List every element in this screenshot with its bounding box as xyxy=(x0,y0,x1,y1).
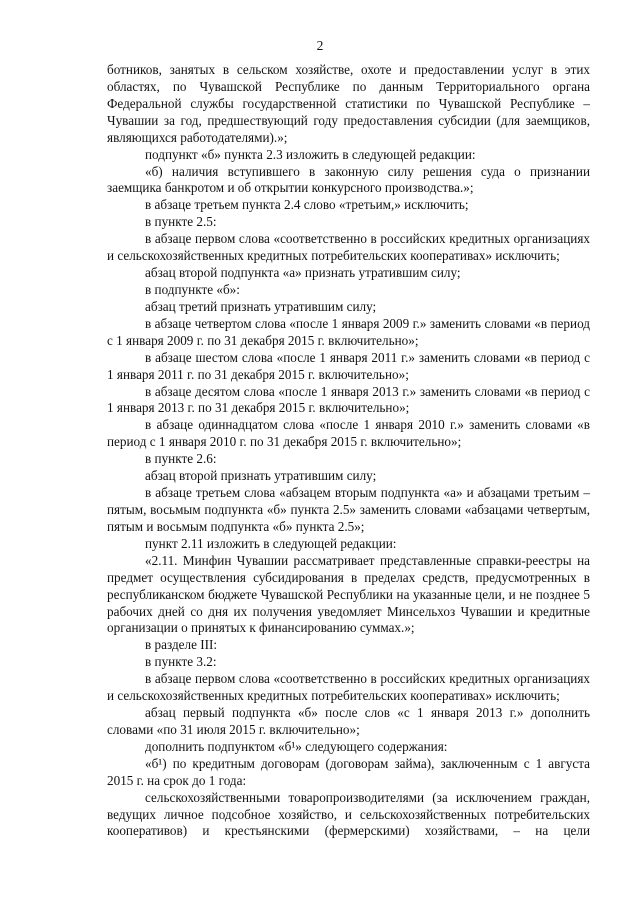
paragraph: «б¹) по кредитным договорам (договорам займа), заключенным с 1 августа 2015 г. на срок до 1 года: xyxy=(107,755,590,788)
paragraph: в пункте 3.2: xyxy=(145,654,217,670)
page-number: 2 xyxy=(316,38,324,53)
paragraph: в абзаце третьем слова «абзацем вторым подпункта «а» и абзацами третьим – пятым, восьмым подпункта «б» пункта 2.5» заменить словами «абзацами четвертым, пятым и восьмым подпункта «б» пункта 2.5»; xyxy=(107,485,590,534)
paragraph: сельскохозяйственными товаропроизводителями (за исключением граждан, ведущих личное подсобное хозяйство, и сельскохозяйственных потребительских кооперативов) и крестьянскими (фермерскими) хозяйствами, – на цели xyxy=(107,789,590,839)
paragraph: абзац второй признать утратившим силу; xyxy=(145,468,377,484)
paragraph: «2.11. Минфин Чувашии рассматривает представленные справки-реестры на предмет осуществления субсидирования в пределах средств, предусмотренных в республиканском бюджете Чувашской Республики на указанные цели, и не позднее 5 рабочих дней со дня их получения уведомляет Минсельхоз Чувашии и кредитные организации о принятых к финансированию суммах.»; xyxy=(107,552,590,636)
paragraph: абзац первый подпункта «б» после слов «с 1 января 2013 г.» дополнить словами «по 31 июля 2015 г. включительно»; xyxy=(107,705,590,737)
paragraph: абзац второй подпункта «а» признать утратившим силу; xyxy=(145,265,461,281)
paragraph: абзац третий признать утратившим силу; xyxy=(145,298,377,314)
paragraph: в абзаце первом слова «соответственно в российских кредитных организациях и сельскохозяйственных кредитных потребительских кооперативах» исключить; xyxy=(107,671,590,704)
paragraph: в абзаце шестом слова «после 1 января 2011 г.» заменить словами «в период с 1 января 2011 г. по 31 декабря 2015 г. включительно»; xyxy=(107,349,590,382)
document-body xyxy=(107,62,590,840)
paragraph: в абзаце десятом слова «после 1 января 2013 г.» заменить словами «в период с 1 января 2013 г. по 31 декабря 2015 г. включительно»; xyxy=(107,383,590,416)
paragraph: в разделе III: xyxy=(145,637,218,653)
paragraph: в подпункте «б»: xyxy=(145,281,240,297)
paragraph: в абзаце третьем пункта 2.4 слово «третьим,» исключить; xyxy=(145,197,469,213)
paragraph: ботников, занятых в сельском хозяйстве, охоте и предоставлении услуг в этих областях, по Чувашской Республике по данным Территориального органа Федеральной службы государственной статистики по Чувашской Республике – Чувашии за год, предшествующий году предоставления субсидии (для заемщиков, являющихся работодателями).»; xyxy=(107,62,590,145)
paragraph: в абзаце первом слова «соответственно в российских кредитных организациях и сельскохозяйственных кредитных потребительских кооперативах» исключить; xyxy=(107,231,590,264)
paragraph: «б) наличия вступившего в законную силу решения суда о признании заемщика банкротом и об открытии конкурсного производства.»; xyxy=(107,163,590,196)
paragraph: в пункте 2.6: xyxy=(145,451,217,467)
paragraph: пункт 2.11 изложить в следующей редакции: xyxy=(145,535,397,551)
paragraph: в абзаце четвертом слова «после 1 января 2009 г.» заменить словами «в период с 1 января 2009 г. по 31 декабря 2015 г. включительно»; xyxy=(107,315,590,348)
paragraph: в абзаце одиннадцатом слова «после 1 января 2010 г.» заменить словами «в период с 1 января 2010 г. по 31 декабря 2015 г. включительно»; xyxy=(107,417,590,450)
paragraph: подпункт «б» пункта 2.3 изложить в следующей редакции: xyxy=(145,146,476,162)
paragraph: в пункте 2.5: xyxy=(145,214,217,230)
paragraph: дополнить подпунктом «б¹» следующего содержания: xyxy=(145,738,448,754)
